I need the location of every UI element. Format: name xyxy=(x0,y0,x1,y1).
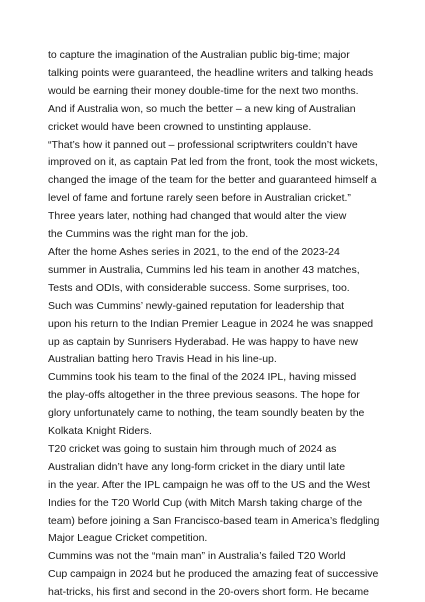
text-line: Three years later, nothing had changed that would alter the view xyxy=(48,210,347,223)
text-line: Major League Cricket competition. xyxy=(48,532,208,545)
paragraph xyxy=(48,298,417,370)
text-line: After the home Ashes series in 2021, to the end of the 2023-24 xyxy=(48,245,340,258)
text-line: Such was Cummins’ newly-gained reputation for leadership that xyxy=(48,299,345,312)
text-line: “That’s how it panned out – professional scriptwriters couldn’t have xyxy=(48,138,358,151)
paragraph xyxy=(48,548,417,602)
text-line: Cummins was not the “main man” in Australia’s failed T20 World xyxy=(48,550,346,563)
text-line: And if Australia won, so much the better – a new king of Australian xyxy=(48,102,356,115)
text-line: upon his return to the Indian Premier League in 2024 he was snapped xyxy=(48,317,374,330)
text-line: would be earning their money double-time for the next two months. xyxy=(48,84,359,97)
paragraph xyxy=(48,369,417,441)
body-text xyxy=(48,47,417,602)
text-line: changed the image of the team for the better and guaranteed himself a xyxy=(48,174,377,187)
text-line: the play-offs altogether in the three previous seasons. The hope for xyxy=(48,389,360,402)
text-line: Australian didn’t have any long-form cricket in the diary until late xyxy=(48,460,346,473)
text-line: summer in Australia, Cummins led his team in another 43 matches, xyxy=(48,263,360,276)
text-line: glory unfortunately came to nothing, the team soundly beaten by the xyxy=(48,407,365,420)
paragraph xyxy=(48,441,417,548)
text-line: talking points were guaranteed, the headline writers and talking heads xyxy=(48,66,374,79)
paragraph xyxy=(48,137,417,209)
text-line: Cup campaign in 2024 but he produced the amazing feat of successive xyxy=(48,568,379,581)
text-line: in the year. After the IPL campaign he was off to the US and the West xyxy=(48,478,370,491)
paragraph xyxy=(48,208,417,244)
paragraph xyxy=(48,47,417,137)
text-line: Indies for the T20 World Cup (with Mitch Marsh taking charge of the xyxy=(48,496,363,509)
paragraph xyxy=(48,244,417,298)
text-line: level of fame and fortune rarely seen before in Australian cricket.” xyxy=(48,192,351,205)
text-line: the Cummins was the right man for the job. xyxy=(48,228,249,241)
text-line: T20 cricket was going to sustain him through much of 2024 as xyxy=(48,442,337,455)
text-line: to capture the imagination of the Australian public big-time; major xyxy=(48,49,350,61)
text-line: Australian batting hero Travis Head in his line-up. xyxy=(48,353,277,366)
text-line: Tests and ODIs, with considerable success. Some surprises, too. xyxy=(48,281,350,294)
text-line: Kolkata Knight Riders. xyxy=(48,425,152,438)
text-line: hat-tricks, his first and second in the 20-overs short form. He became xyxy=(48,586,369,599)
text-line: improved on it, as captain Pat led from the front, took the most wickets, xyxy=(48,156,378,169)
text-line: cricket would have been crowned to unstinting applause. xyxy=(48,120,312,133)
text-line: Cummins took his team to the final of the 2024 IPL, having missed xyxy=(48,371,357,384)
text-line: team) before joining a San Francisco-based team in America’s fledgling xyxy=(48,514,380,527)
text-line: up as captain by Sunrisers Hyderabad. He was happy to have new xyxy=(48,335,358,348)
